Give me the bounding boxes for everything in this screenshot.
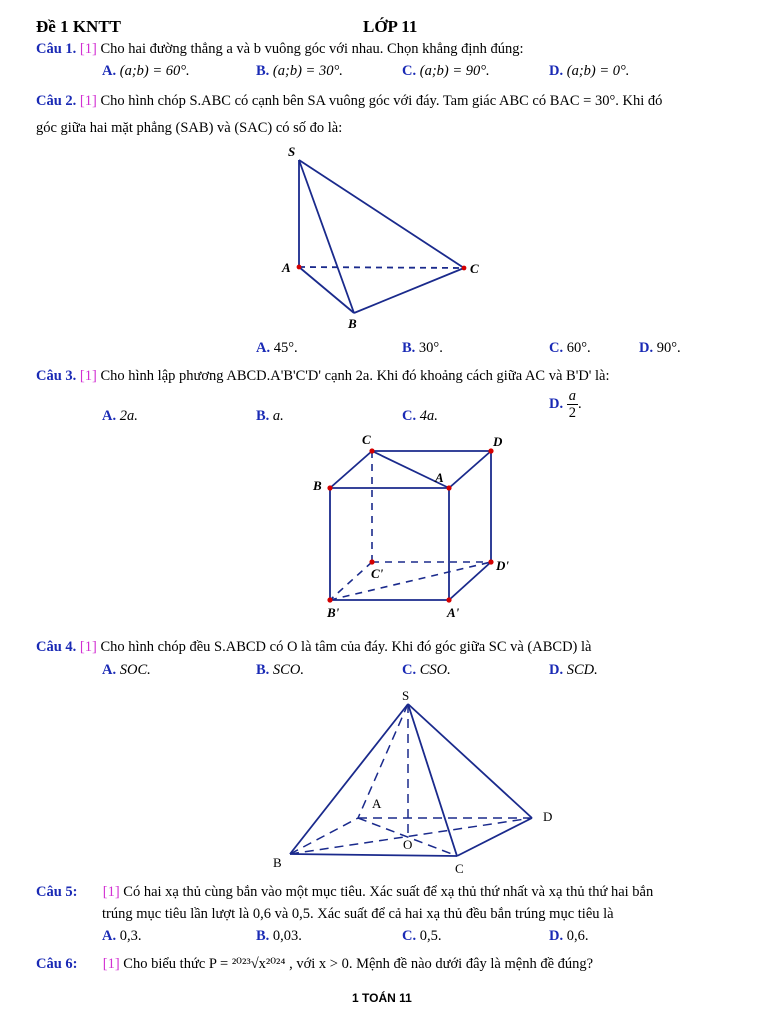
q4-option-d: D. SCD. [549, 662, 598, 678]
question-2-line-1: Cho hình chóp S.ABC có cạnh bên SA vuông góc với đáy. Tam giác ABC có BAC = 30°. Khi đó [100, 93, 663, 109]
cube-label-c-prime: C' [371, 566, 384, 581]
question-2-number: Câu 2. [36, 93, 77, 109]
question-5 [36, 884, 653, 901]
question-2-line-2: góc giữa hai mặt phẳng (SAB) và (SAC) có số đo là: [36, 120, 343, 136]
question-3-text: Cho hình lập phương ABCD.A'B'C'D' cạnh 2a. Khi đó khoảng cách giữa AC và B'D' là: [100, 368, 610, 384]
pyr-label-d: D [543, 809, 553, 824]
question-1-number: Câu 1. [36, 41, 77, 57]
q3-option-a: A. 2a. [102, 408, 138, 424]
question-6-number: Câu 6: [36, 956, 78, 972]
question-5-level: [1] [102, 884, 120, 900]
question-2 [36, 93, 662, 110]
question-5-line-2: trúng mục tiêu lần lượt là 0,6 và 0,5. Xác suất để cả hai xạ thủ đều bắn trúng mục tiêu là [102, 906, 614, 922]
pyr-label-o: O [403, 837, 413, 852]
cube-figure [300, 428, 530, 623]
cube-label-c: C [362, 432, 371, 447]
label-c: C [470, 261, 479, 276]
question-3 [36, 368, 610, 385]
pyr-label-a: A [372, 796, 382, 811]
cube-label-b-prime: B' [327, 605, 340, 620]
q4-option-c: C. CSO. [402, 662, 451, 678]
edge-bc [354, 268, 464, 313]
question-6-level: [1] [102, 956, 120, 972]
q2-option-a: A. 45°. [256, 340, 298, 356]
question-6 [36, 956, 593, 973]
q5-option-d: D. 0,6. [549, 928, 589, 944]
cube-label-b: B [313, 478, 322, 493]
edge-ac-hidden [299, 267, 464, 268]
q5-option-a: A. 0,3. [102, 928, 142, 944]
question-4 [36, 639, 591, 656]
pyr-label-c: C [455, 861, 464, 876]
q4-option-a: A. SOC. [102, 662, 151, 678]
question-1-text: Cho hai đường thẳng a và b vuông góc với nhau. Chọn khẳng định đúng: [100, 41, 524, 57]
label-b: B [348, 316, 357, 331]
q2-option-d: D. 90°. [639, 340, 681, 356]
question-1-level: [1] [79, 41, 97, 57]
label-s: S [288, 144, 296, 159]
q1-option-c: C. (a;b) = 90°. [402, 63, 490, 79]
q3-option-d: D. $\frac{a}{2}$ . [549, 388, 582, 421]
question-5-number: Câu 5: [36, 884, 78, 900]
q2-option-b: B. 30°. [402, 340, 443, 356]
page-footer: 1 TOÁN 11 [352, 991, 412, 1005]
question-1 [36, 41, 524, 58]
question-4-text: Cho hình chóp đều S.ABCD có O là tâm của đáy. Khi đó góc giữa SC và (ABCD) là [100, 639, 592, 655]
question-3-number: Câu 3. [36, 368, 77, 384]
q2-option-c: C. 60°. [549, 340, 591, 356]
question-3-level: [1] [79, 368, 97, 384]
cube-label-d: D [493, 434, 503, 449]
cube-label-a-prime: A' [447, 605, 460, 620]
pyramid-sabcd-figure [268, 684, 568, 879]
q1-option-b: B. (a;b) = 30°. [256, 63, 343, 79]
diagonal-bd-hidden [330, 562, 491, 600]
question-4-number: Câu 4. [36, 639, 77, 655]
exam-title: Đề 1 KNTT [36, 17, 121, 36]
question-4-level: [1] [79, 639, 97, 655]
q4-option-b: B. SCO. [256, 662, 304, 678]
fraction-a-over-2: $\frac{a}{2}$ [568, 388, 576, 421]
cube-label-a: A [435, 470, 444, 485]
pyr-label-s: S [402, 688, 410, 703]
q3-option-c: C. 4a. [402, 408, 438, 424]
grade-label: LỚP 11 [363, 17, 418, 36]
q1-option-a: A. (a;b) = 60°. [102, 63, 190, 79]
cube-label-d-prime: D' [496, 558, 509, 573]
question-6-text: Cho biểu thức P = ²⁰²³√x²⁰²⁴ , với x > 0. Mệnh đề nào dưới đây là mệnh đề đúng? [123, 956, 594, 972]
q1-option-d: D. (a;b) = 0°. [549, 63, 630, 79]
pyramid-sabc-figure [270, 140, 490, 335]
question-5-line-1: Có hai xạ thủ cùng bắn vào một mục tiêu. Xác suất để xạ thủ thứ nhất và xạ thủ thứ hai bắn [123, 884, 654, 900]
label-a: A [282, 260, 291, 275]
q3-option-b: B. a. [256, 408, 284, 424]
edge-sc [299, 160, 464, 268]
question-2-level: [1] [79, 93, 97, 109]
q5-option-b: B. 0,03. [256, 928, 302, 944]
q5-option-c: C. 0,5. [402, 928, 442, 944]
pyr-label-b: B [273, 855, 282, 870]
